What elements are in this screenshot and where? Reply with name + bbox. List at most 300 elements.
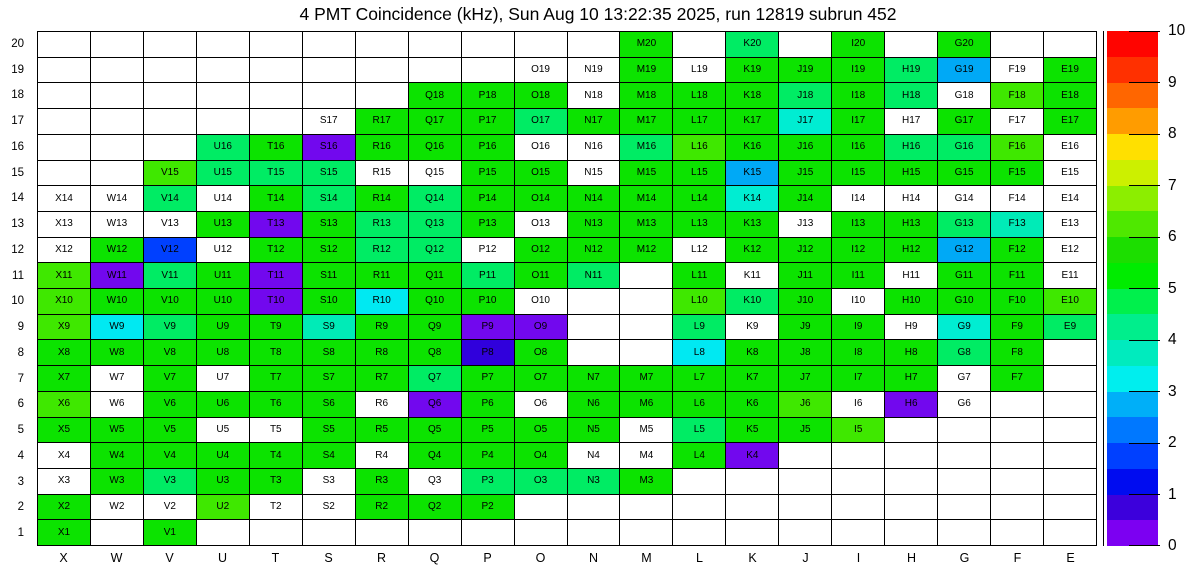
x-axis-tick-label: G [959, 551, 970, 565]
grid-cell: U8 [196, 339, 249, 365]
grid-cell: U4 [196, 442, 249, 468]
grid-cell: X12 [37, 237, 90, 263]
grid-cell: K9 [725, 314, 778, 340]
grid-cell [567, 31, 620, 57]
grid-cell: H6 [884, 391, 937, 417]
grid-cell: K19 [725, 57, 778, 83]
grid-cell: Q9 [408, 314, 461, 340]
grid-cell [990, 494, 1043, 520]
grid-cell: E9 [1043, 314, 1096, 340]
grid-cell: Q14 [408, 185, 461, 211]
grid-cell: Q18 [408, 82, 461, 108]
grid-cell [355, 82, 408, 108]
grid-cell [937, 494, 990, 520]
grid-cell [725, 519, 778, 545]
grid-cell: X11 [37, 262, 90, 288]
grid-cell: R17 [355, 108, 408, 134]
grid-cell: S11 [302, 262, 355, 288]
grid-cell: P9 [461, 314, 514, 340]
grid-cell: X14 [37, 185, 90, 211]
grid-cell: O11 [514, 262, 567, 288]
grid-cell: V13 [143, 211, 196, 237]
grid-cell: L14 [672, 185, 725, 211]
grid-cell: F9 [990, 314, 1043, 340]
grid-cell [937, 442, 990, 468]
grid-cell: I14 [831, 185, 884, 211]
grid-cell [90, 57, 143, 83]
grid-cell [937, 468, 990, 494]
grid-cell: V5 [143, 417, 196, 443]
grid-cell: F11 [990, 262, 1043, 288]
grid-cell [249, 31, 302, 57]
grid-cell: O12 [514, 237, 567, 263]
grid-cell: P16 [461, 134, 514, 160]
grid-cell: K8 [725, 339, 778, 365]
grid-cell: H9 [884, 314, 937, 340]
colorbar-axis-line [1103, 31, 1104, 546]
grid-cell: X1 [37, 519, 90, 545]
x-axis-tick-label: P [483, 551, 492, 565]
grid-cell: I11 [831, 262, 884, 288]
grid-cell: J14 [778, 185, 831, 211]
grid-cell [778, 442, 831, 468]
grid-cell: H8 [884, 339, 937, 365]
grid-cell [37, 134, 90, 160]
grid-cell: G11 [937, 262, 990, 288]
grid-cell: F12 [990, 237, 1043, 263]
grid-cell [619, 262, 672, 288]
grid-cell [672, 468, 725, 494]
grid-cell [937, 519, 990, 545]
x-axis-labels [37, 549, 1097, 567]
grid-cell: L6 [672, 391, 725, 417]
grid-cell: T6 [249, 391, 302, 417]
grid-cell [1043, 442, 1096, 468]
colorbar-tick-label: 8 [1168, 125, 1177, 142]
grid-cell [302, 82, 355, 108]
grid-cell: E19 [1043, 57, 1096, 83]
grid-cell: O19 [514, 57, 567, 83]
grid-cell: V4 [143, 442, 196, 468]
y-axis-tick-label: 8 [17, 346, 24, 359]
x-axis-tick-label: X [59, 551, 68, 565]
grid-cell [672, 494, 725, 520]
grid-cell: I12 [831, 237, 884, 263]
grid-cell: X8 [37, 339, 90, 365]
grid-cell [619, 339, 672, 365]
grid-cell: R12 [355, 237, 408, 263]
grid-cell: L5 [672, 417, 725, 443]
colorbar-tick-label: 9 [1168, 73, 1177, 91]
grid-cell: E15 [1043, 160, 1096, 186]
grid-cell: P12 [461, 237, 514, 263]
grid-cell: S7 [302, 365, 355, 391]
y-axis-labels [0, 31, 31, 546]
grid-cell: W3 [90, 468, 143, 494]
grid-cell: O8 [514, 339, 567, 365]
grid-cell: P11 [461, 262, 514, 288]
colorbar-tick [1129, 288, 1160, 289]
grid-cell [725, 494, 778, 520]
grid-cell: R16 [355, 134, 408, 160]
y-axis-tick-label: 9 [17, 321, 24, 334]
grid-cell: Q2 [408, 494, 461, 520]
grid-cell [884, 442, 937, 468]
grid-cell [408, 31, 461, 57]
grid-cell: K10 [725, 288, 778, 314]
grid-cell [1043, 494, 1096, 520]
grid-cell: T4 [249, 442, 302, 468]
grid-cell: J17 [778, 108, 831, 134]
y-axis-tick-label: 10 [11, 295, 24, 308]
grid-cell: S13 [302, 211, 355, 237]
grid-cell: S8 [302, 339, 355, 365]
grid-cell: R8 [355, 339, 408, 365]
grid-cell [831, 519, 884, 545]
grid-cell: X10 [37, 288, 90, 314]
grid-cell: L16 [672, 134, 725, 160]
grid-cell: V7 [143, 365, 196, 391]
grid-cell: O5 [514, 417, 567, 443]
grid-cell: T10 [249, 288, 302, 314]
grid-cell: R10 [355, 288, 408, 314]
y-axis-tick-label: 17 [11, 115, 24, 128]
grid-cell: K4 [725, 442, 778, 468]
grid-cell: L10 [672, 288, 725, 314]
grid-cell: J11 [778, 262, 831, 288]
grid-cell: L7 [672, 365, 725, 391]
grid-cell [143, 108, 196, 134]
grid-cell: E13 [1043, 211, 1096, 237]
grid-cell: M15 [619, 160, 672, 186]
grid-cell: Q15 [408, 160, 461, 186]
grid-cell: J16 [778, 134, 831, 160]
grid-cell: W13 [90, 211, 143, 237]
grid-cell [355, 31, 408, 57]
grid-cell [778, 468, 831, 494]
grid-cell [567, 494, 620, 520]
grid-cell: O9 [514, 314, 567, 340]
grid-cell: L9 [672, 314, 725, 340]
grid-cell: G13 [937, 211, 990, 237]
colorbar-tick [1129, 443, 1160, 444]
grid-cell: O14 [514, 185, 567, 211]
grid-cell: F13 [990, 211, 1043, 237]
grid-cell: J6 [778, 391, 831, 417]
grid-cell: G19 [937, 57, 990, 83]
grid-cell: N17 [567, 108, 620, 134]
grid-cell: K12 [725, 237, 778, 263]
y-axis-tick-label: 16 [11, 140, 24, 153]
grid-cell: V3 [143, 468, 196, 494]
grid-cell [196, 519, 249, 545]
grid-cell: V8 [143, 339, 196, 365]
grid-cell: S6 [302, 391, 355, 417]
y-axis-tick-label: 13 [11, 218, 24, 231]
grid-cell [196, 108, 249, 134]
grid-cell: Q7 [408, 365, 461, 391]
grid-cell [1043, 339, 1096, 365]
grid-cell: V9 [143, 314, 196, 340]
grid-cell: O10 [514, 288, 567, 314]
grid-cell: Q10 [408, 288, 461, 314]
grid-cell: U14 [196, 185, 249, 211]
grid-cell [937, 417, 990, 443]
grid-cell: H14 [884, 185, 937, 211]
grid-cell: T11 [249, 262, 302, 288]
grid-cell: E16 [1043, 134, 1096, 160]
grid-cell: P2 [461, 494, 514, 520]
grid-cell: O18 [514, 82, 567, 108]
grid-cell: M18 [619, 82, 672, 108]
grid-cell: H7 [884, 365, 937, 391]
grid-cell: U11 [196, 262, 249, 288]
grid-cell: H18 [884, 82, 937, 108]
grid-cell: T5 [249, 417, 302, 443]
colorbar-tick-label: 1 [1168, 485, 1177, 503]
grid-cell [90, 108, 143, 134]
grid-cell: J10 [778, 288, 831, 314]
grid-cell [884, 31, 937, 57]
grid-cell: J5 [778, 417, 831, 443]
grid-cell: K13 [725, 211, 778, 237]
x-axis-tick-label: V [165, 551, 174, 565]
grid-cell [461, 57, 514, 83]
grid-cell: V14 [143, 185, 196, 211]
grid-cell: H10 [884, 288, 937, 314]
grid-cell: E10 [1043, 288, 1096, 314]
grid-cell: F17 [990, 108, 1043, 134]
grid-cell: M5 [619, 417, 672, 443]
grid-cell: X4 [37, 442, 90, 468]
grid-cell: K17 [725, 108, 778, 134]
grid-cell [619, 314, 672, 340]
grid-cell: H13 [884, 211, 937, 237]
grid-cell: P6 [461, 391, 514, 417]
y-axis-tick-label: 1 [17, 527, 24, 540]
grid-cell: W9 [90, 314, 143, 340]
grid-cell: R2 [355, 494, 408, 520]
grid-cell: P14 [461, 185, 514, 211]
y-axis-tick-label: 3 [17, 475, 24, 488]
grid-cell: W8 [90, 339, 143, 365]
grid-cell: S5 [302, 417, 355, 443]
grid-cell: F15 [990, 160, 1043, 186]
y-axis-tick-label: 5 [17, 424, 24, 437]
grid-cell: L8 [672, 339, 725, 365]
grid-cell [355, 57, 408, 83]
grid-cell [567, 339, 620, 365]
grid-cell: F8 [990, 339, 1043, 365]
grid-cell: O13 [514, 211, 567, 237]
grid-cell: R3 [355, 468, 408, 494]
grid-cell: N13 [567, 211, 620, 237]
grid-cell: P15 [461, 160, 514, 186]
grid-cell: I18 [831, 82, 884, 108]
grid-cell: F7 [990, 365, 1043, 391]
grid-cell [1043, 519, 1096, 545]
grid-cell: R4 [355, 442, 408, 468]
grid-cell: N11 [567, 262, 620, 288]
grid-cell: V15 [143, 160, 196, 186]
grid-cell: T15 [249, 160, 302, 186]
grid-cell: W2 [90, 494, 143, 520]
grid-cell: N3 [567, 468, 620, 494]
grid-cell [619, 494, 672, 520]
grid-cell: G16 [937, 134, 990, 160]
grid-cell [408, 57, 461, 83]
grid-cell: I16 [831, 134, 884, 160]
grid-cell [619, 288, 672, 314]
grid-cell: Q17 [408, 108, 461, 134]
grid-cell: T9 [249, 314, 302, 340]
grid-cell [143, 57, 196, 83]
grid-cell: K15 [725, 160, 778, 186]
grid-cell [514, 494, 567, 520]
grid-cell: I9 [831, 314, 884, 340]
grid-cell [37, 108, 90, 134]
grid-cell: I20 [831, 31, 884, 57]
grid-cell: L11 [672, 262, 725, 288]
grid-cell: P17 [461, 108, 514, 134]
grid-cell [990, 519, 1043, 545]
x-axis-tick-label: M [641, 551, 652, 565]
grid-cell [672, 31, 725, 57]
grid-cell: W14 [90, 185, 143, 211]
grid-cell [884, 417, 937, 443]
grid-cell: V2 [143, 494, 196, 520]
grid-cell [302, 31, 355, 57]
grid-cell [831, 468, 884, 494]
grid-cell: U15 [196, 160, 249, 186]
grid-cell: T13 [249, 211, 302, 237]
grid-cell: H16 [884, 134, 937, 160]
grid-cell: I8 [831, 339, 884, 365]
grid-cell [1043, 365, 1096, 391]
colorbar-tick [1129, 134, 1160, 135]
grid-cell: G10 [937, 288, 990, 314]
grid-cell: V11 [143, 262, 196, 288]
grid-cell [831, 442, 884, 468]
grid-cell: E18 [1043, 82, 1096, 108]
grid-cell: F10 [990, 288, 1043, 314]
grid-cell [778, 494, 831, 520]
grid-cell: X3 [37, 468, 90, 494]
grid-cell: Q8 [408, 339, 461, 365]
grid-cell: X6 [37, 391, 90, 417]
x-axis-tick-label: S [324, 551, 333, 565]
colorbar-tick-label: 5 [1168, 279, 1177, 297]
grid-cell [90, 31, 143, 57]
grid-cell [514, 31, 567, 57]
grid-cell: G6 [937, 391, 990, 417]
grid-cell: U2 [196, 494, 249, 520]
colorbar-tick [1129, 31, 1160, 32]
colorbar-tick-label: 0 [1168, 537, 1177, 554]
grid-cell [90, 82, 143, 108]
grid-cell: S16 [302, 134, 355, 160]
grid-cell: R11 [355, 262, 408, 288]
grid-cell [567, 314, 620, 340]
y-axis-tick-label: 2 [17, 501, 24, 514]
grid-cell [196, 57, 249, 83]
grid-cell: S12 [302, 237, 355, 263]
x-axis-tick-label: Q [429, 551, 440, 565]
grid-cell: R14 [355, 185, 408, 211]
grid-cell: E12 [1043, 237, 1096, 263]
x-axis-tick-label: F [1013, 551, 1022, 565]
grid-cell [37, 57, 90, 83]
colorbar-tick-label: 2 [1168, 434, 1177, 451]
grid-cell [567, 288, 620, 314]
grid-cell: V1 [143, 519, 196, 545]
grid-cell: R6 [355, 391, 408, 417]
grid-cell: H17 [884, 108, 937, 134]
grid-cell: N15 [567, 160, 620, 186]
grid-cell: O3 [514, 468, 567, 494]
grid-cell [302, 57, 355, 83]
grid-cell [37, 31, 90, 57]
colorbar-ticks [1107, 22, 1196, 554]
y-axis-tick-label: 14 [11, 192, 24, 205]
grid-cell: E17 [1043, 108, 1096, 134]
grid-cell: G14 [937, 185, 990, 211]
grid-cell: Q4 [408, 442, 461, 468]
grid-cell: K11 [725, 262, 778, 288]
colorbar-tick [1129, 545, 1160, 546]
grid-cell: I7 [831, 365, 884, 391]
colorbar-tick-label: 7 [1168, 176, 1177, 194]
grid-cell [90, 134, 143, 160]
grid-cell: X13 [37, 211, 90, 237]
grid-cell: F19 [990, 57, 1043, 83]
grid-cell: I10 [831, 288, 884, 314]
grid-cell: P3 [461, 468, 514, 494]
grid-cell: T3 [249, 468, 302, 494]
grid-cell [408, 519, 461, 545]
grid-cell: K16 [725, 134, 778, 160]
grid-cell: S2 [302, 494, 355, 520]
grid-cell [884, 468, 937, 494]
grid-cell [143, 134, 196, 160]
x-axis-tick-label: U [217, 551, 228, 565]
grid-cell: T7 [249, 365, 302, 391]
grid-cell [831, 494, 884, 520]
grid-cell: P10 [461, 288, 514, 314]
colorbar-tick-label: 3 [1168, 382, 1177, 400]
grid-cell: G7 [937, 365, 990, 391]
grid-cell: U10 [196, 288, 249, 314]
grid-cell: U5 [196, 417, 249, 443]
grid-cell: N4 [567, 442, 620, 468]
grid-cell: T14 [249, 185, 302, 211]
grid-cell: F18 [990, 82, 1043, 108]
grid-cell: J8 [778, 339, 831, 365]
grid-cell [1043, 468, 1096, 494]
grid-cell [990, 468, 1043, 494]
colorbar-tick [1129, 340, 1160, 341]
grid-cell [37, 160, 90, 186]
grid-cell: E11 [1043, 262, 1096, 288]
grid-cell [672, 519, 725, 545]
x-axis-tick-label: H [906, 551, 917, 565]
grid-cell: J7 [778, 365, 831, 391]
y-axis-tick-label: 7 [17, 372, 24, 385]
grid-cell: L13 [672, 211, 725, 237]
x-axis-tick-label: O [535, 551, 546, 565]
grid-cell: K7 [725, 365, 778, 391]
x-axis-tick-label: R [376, 551, 387, 565]
